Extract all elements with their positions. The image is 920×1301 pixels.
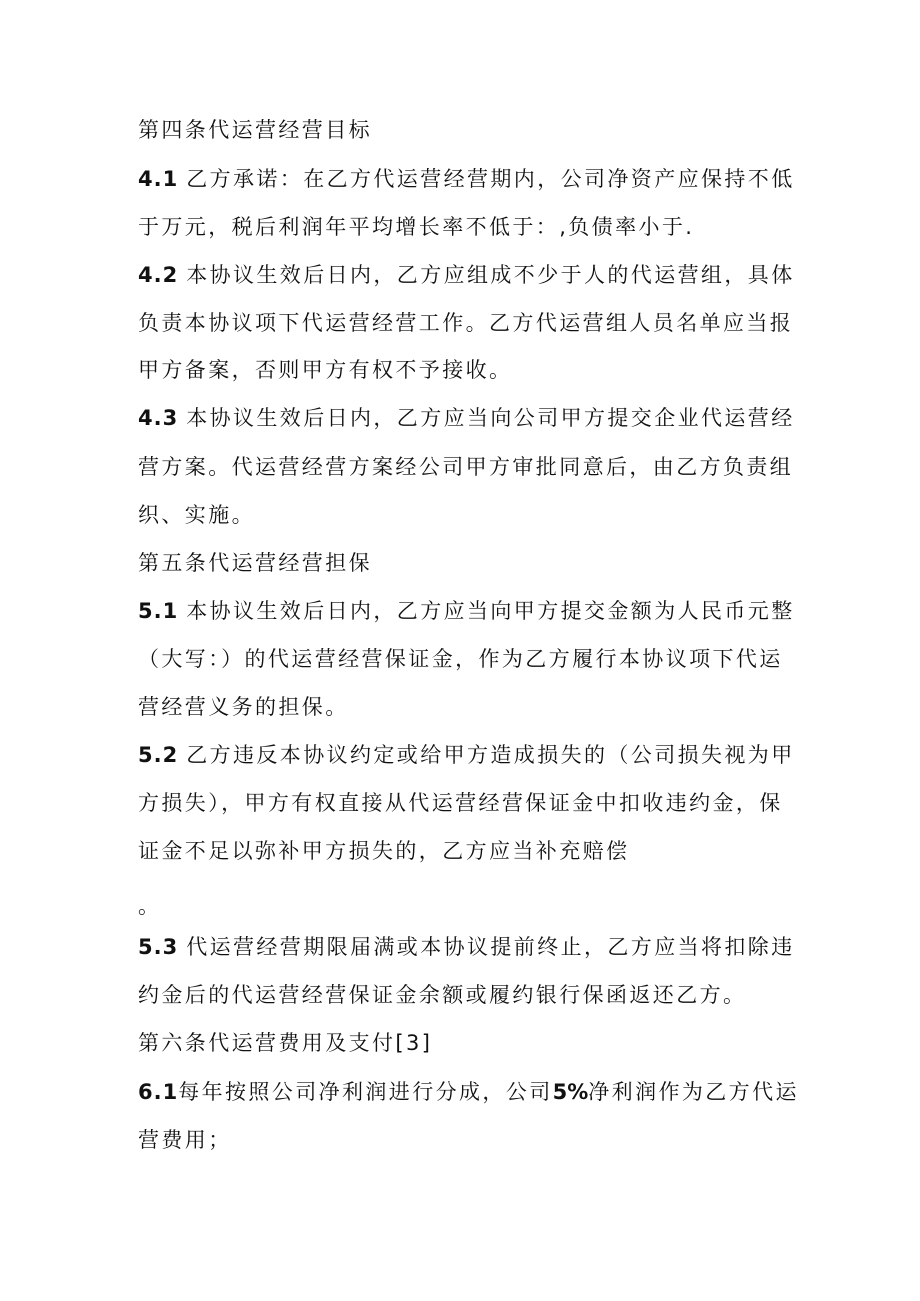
clause-text: 本协议生效后日内，乙方应当向甲方提交金额为人民币元整 bbox=[186, 599, 795, 623]
clause-text: 本协议生效后日内，乙方应组成不少于人的代运营组，具体 bbox=[186, 263, 795, 287]
clause-5-2-line-3: 证金不足以弥补甲方损失的，乙方应当补充赔偿 bbox=[138, 839, 630, 863]
clause-6-1-line-2: 营费用； bbox=[138, 1128, 232, 1152]
clause-4-3-line-1 bbox=[138, 403, 795, 433]
clause-4-2-line-1 bbox=[138, 260, 795, 290]
clause-text: 乙方承诺：在乙方代运营经营期内，公司净资产应保持不低 bbox=[186, 167, 795, 191]
clause-number: 6.1 bbox=[138, 1080, 179, 1104]
clause-4-3-line-3: 织、实施。 bbox=[138, 503, 255, 527]
clause-4-3-line-2: 营方案。代运营经营方案经公司甲方审批同意后，由乙方负责组 bbox=[138, 455, 794, 479]
clause-number: 5.3 bbox=[138, 935, 179, 959]
article-6-title: 第六条代运营费用及支付[3] bbox=[138, 1031, 433, 1055]
clause-5-3-line-2: 约金后的代运营经营保证金余额或履约银行保函返还乙方。 bbox=[138, 983, 747, 1007]
clause-6-1-line-1 bbox=[138, 1077, 799, 1107]
clause-text: 乙方违反本协议约定或给甲方造成损失的（公司损失视为甲 bbox=[186, 743, 795, 767]
clause-4-2-line-2: 负责本协议项下代运营经营工作。乙方代运营组人员名单应当报 bbox=[138, 311, 794, 335]
clause-5-1-line-3: 营经营义务的担保。 bbox=[138, 695, 349, 719]
clause-4-1-line-1 bbox=[138, 164, 795, 194]
clause-number: 4.1 bbox=[138, 167, 179, 191]
clause-4-2-line-3: 甲方备案，否则甲方有权不予接收。 bbox=[138, 358, 513, 382]
article-4-title: 第四条代运营经营目标 bbox=[138, 118, 372, 142]
clause-text: 每年按照公司净利润进行分成，公司 bbox=[178, 1080, 553, 1104]
clause-number: 4.2 bbox=[138, 263, 179, 287]
clause-5-3-line-1 bbox=[138, 932, 795, 962]
clause-5-2-line-2: 方损失），甲方有权直接从代运营经营保证金中扣收违约金，保 bbox=[138, 791, 783, 815]
clause-number: 4.3 bbox=[138, 406, 179, 430]
clause-text: 代运营经营期限届满或本协议提前终止，乙方应当将扣除违 bbox=[186, 935, 795, 959]
clause-5-2-line-4: 。 bbox=[138, 894, 162, 918]
clause-text: 本协议生效后日内，乙方应当向公司甲方提交企业代运营经 bbox=[186, 406, 795, 430]
clause-text: 净利润作为乙方代运 bbox=[588, 1080, 799, 1104]
clause-5-1-line-2: （大写：）的代运营经营保证金，作为乙方履行本协议项下代运 bbox=[138, 647, 783, 671]
clause-4-1-line-2: 于万元，税后利润年平均增长率不低于：,负债率小于. bbox=[138, 215, 695, 239]
clause-5-2-line-1 bbox=[138, 740, 795, 770]
clause-number: 5.2 bbox=[138, 743, 179, 767]
clause-number: 5.1 bbox=[138, 599, 179, 623]
percent-value: 5% bbox=[552, 1080, 589, 1104]
clause-5-1-line-1 bbox=[138, 596, 795, 626]
article-5-title: 第五条代运营经营担保 bbox=[138, 551, 372, 575]
